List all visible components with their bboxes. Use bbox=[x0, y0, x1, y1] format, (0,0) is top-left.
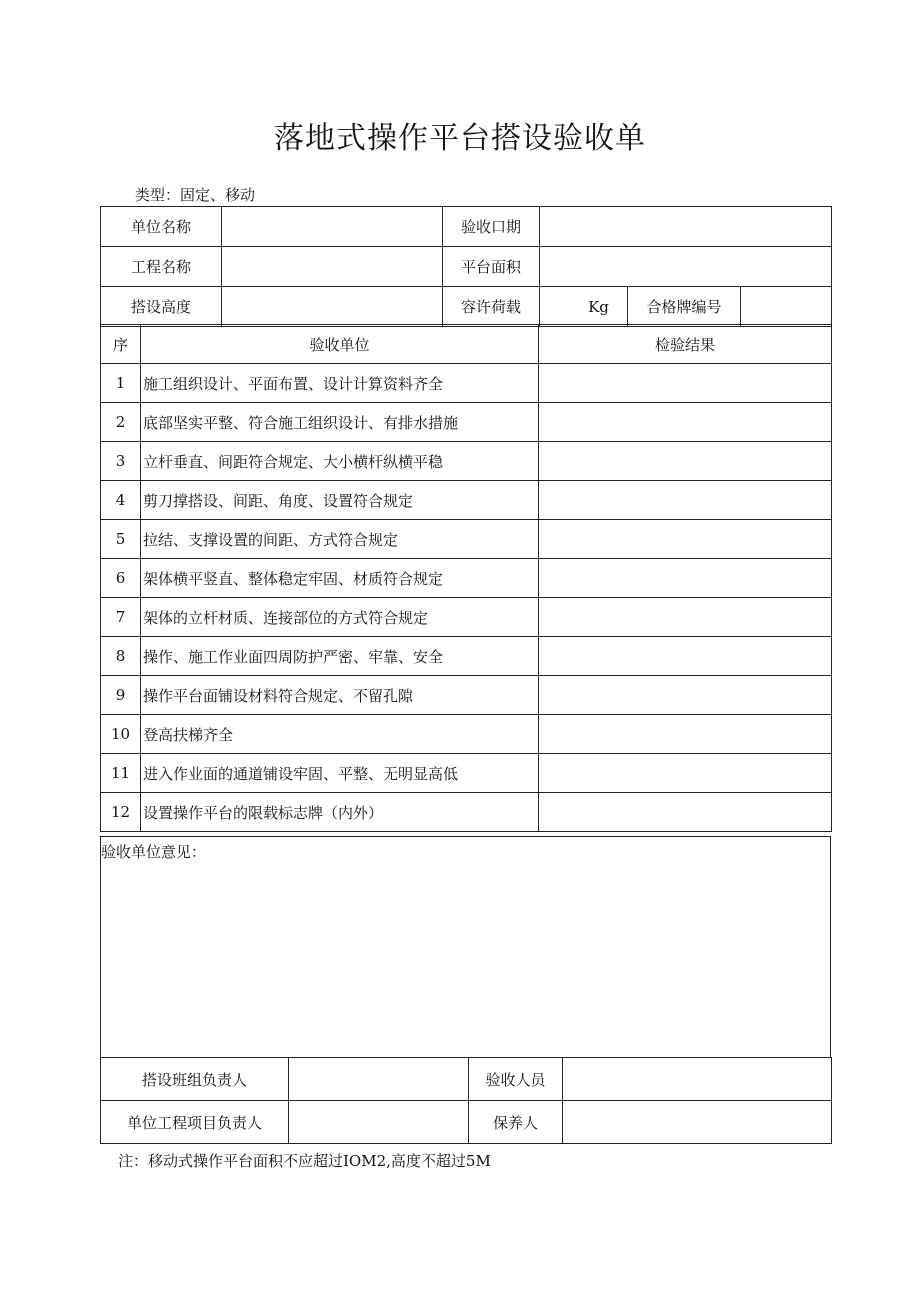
item-text: 拉结、支撑设置的间距、方式符合规定 bbox=[141, 520, 539, 559]
height-field[interactable] bbox=[222, 287, 443, 327]
unit-name-label: 单位名称 bbox=[101, 207, 222, 247]
project-name-field[interactable] bbox=[222, 247, 443, 287]
item-no: 1 bbox=[101, 364, 141, 403]
accept-date-field[interactable] bbox=[540, 207, 832, 247]
inspector-field[interactable] bbox=[563, 1058, 832, 1101]
info-row-height bbox=[101, 287, 832, 327]
item-no: 2 bbox=[101, 403, 141, 442]
item-text: 施工组织设计、平面布置、设计计算资料齐全 bbox=[141, 364, 539, 403]
items-table bbox=[100, 324, 832, 832]
item-result-field[interactable] bbox=[539, 754, 832, 793]
item-result-field[interactable] bbox=[539, 520, 832, 559]
result-header: 检验结果 bbox=[539, 325, 832, 364]
opinion-field[interactable] bbox=[101, 837, 831, 1058]
table-row bbox=[101, 559, 832, 598]
item-result-field[interactable] bbox=[539, 598, 832, 637]
item-text: 操作、施工作业面四周防护严密、牢靠、安全 bbox=[141, 637, 539, 676]
erect-leader-label: 搭设班组负责人 bbox=[101, 1058, 289, 1101]
item-text: 操作平台面铺设材料符合规定、不留孔隙 bbox=[141, 676, 539, 715]
item-no: 8 bbox=[101, 637, 141, 676]
item-text: 立杆垂直、间距符合规定、大小横杆纵横平稳 bbox=[141, 442, 539, 481]
item-no: 5 bbox=[101, 520, 141, 559]
items-header-row bbox=[101, 325, 832, 364]
project-name-label: 工程名称 bbox=[101, 247, 222, 287]
sign-row-1 bbox=[101, 1058, 832, 1101]
inspector-label: 验收人员 bbox=[469, 1058, 563, 1101]
item-result-field[interactable] bbox=[539, 676, 832, 715]
table-row bbox=[101, 676, 832, 715]
item-text: 架体的立杆材质、连接部位的方式符合规定 bbox=[141, 598, 539, 637]
page-title: 落地式操作平台搭设验收单 bbox=[274, 121, 646, 156]
info-row-unit bbox=[101, 207, 832, 247]
item-no: 11 bbox=[101, 754, 141, 793]
table-row bbox=[101, 364, 832, 403]
project-leader-field[interactable] bbox=[289, 1101, 469, 1144]
sign-table bbox=[100, 1057, 832, 1144]
table-row bbox=[101, 442, 832, 481]
opinion-table bbox=[100, 836, 831, 1058]
height-label: 搭设高度 bbox=[101, 287, 222, 327]
item-result-field[interactable] bbox=[539, 481, 832, 520]
item-result-field[interactable] bbox=[539, 403, 832, 442]
item-no: 12 bbox=[101, 793, 141, 832]
item-no: 7 bbox=[101, 598, 141, 637]
maintainer-field[interactable] bbox=[563, 1101, 832, 1144]
item-text: 架体横平竖直、整体稳定牢固、材质符合规定 bbox=[141, 559, 539, 598]
info-row-project bbox=[101, 247, 832, 287]
type-line: 类型：固定、移动 bbox=[135, 186, 256, 204]
item-result-field[interactable] bbox=[539, 715, 832, 754]
table-row bbox=[101, 754, 832, 793]
item-result-field[interactable] bbox=[539, 364, 832, 403]
cert-no-label: 合格牌编号 bbox=[628, 287, 741, 327]
footnote: 注：移动式操作平台面积不应超过IOM2,高度不超过5M bbox=[118, 1152, 491, 1170]
item-text: 进入作业面的通道铺设牢固、平整、无明显高低 bbox=[141, 754, 539, 793]
table-row bbox=[101, 403, 832, 442]
item-no: 6 bbox=[101, 559, 141, 598]
erect-leader-field[interactable] bbox=[289, 1058, 469, 1101]
item-text: 登高扶梯齐全 bbox=[141, 715, 539, 754]
item-text: 剪刀撑搭设、间距、角度、设置符合规定 bbox=[141, 481, 539, 520]
opinion-label: 验收单位意见： bbox=[101, 843, 207, 861]
table-row bbox=[101, 598, 832, 637]
item-result-field[interactable] bbox=[539, 442, 832, 481]
sign-row-2 bbox=[101, 1101, 832, 1144]
table-row bbox=[101, 715, 832, 754]
item-text: 设置操作平台的限载标志牌（内外） bbox=[141, 793, 539, 832]
item-no: 3 bbox=[101, 442, 141, 481]
table-row bbox=[101, 637, 832, 676]
table-row bbox=[101, 481, 832, 520]
unit-name-field[interactable] bbox=[222, 207, 443, 247]
item-no: 4 bbox=[101, 481, 141, 520]
item-result-field[interactable] bbox=[539, 793, 832, 832]
load-field[interactable]: Kg bbox=[540, 287, 628, 327]
platform-area-label: 平台面积 bbox=[443, 247, 540, 287]
item-result-field[interactable] bbox=[539, 559, 832, 598]
platform-area-field[interactable] bbox=[540, 247, 832, 287]
cert-no-field[interactable] bbox=[741, 287, 832, 327]
accept-date-label: 验收口期 bbox=[443, 207, 540, 247]
table-row bbox=[101, 520, 832, 559]
info-table bbox=[100, 206, 832, 327]
item-header: 验收单位 bbox=[141, 325, 539, 364]
item-no: 10 bbox=[101, 715, 141, 754]
item-no: 9 bbox=[101, 676, 141, 715]
item-result-field[interactable] bbox=[539, 637, 832, 676]
project-leader-label: 单位工程项目负责人 bbox=[101, 1101, 289, 1144]
maintainer-label: 保养人 bbox=[469, 1101, 563, 1144]
seq-header: 序 bbox=[101, 325, 141, 364]
load-label: 容许荷载 bbox=[443, 287, 540, 327]
table-row bbox=[101, 793, 832, 832]
item-text: 底部坚实平整、符合施工组织设计、有排水措施 bbox=[141, 403, 539, 442]
